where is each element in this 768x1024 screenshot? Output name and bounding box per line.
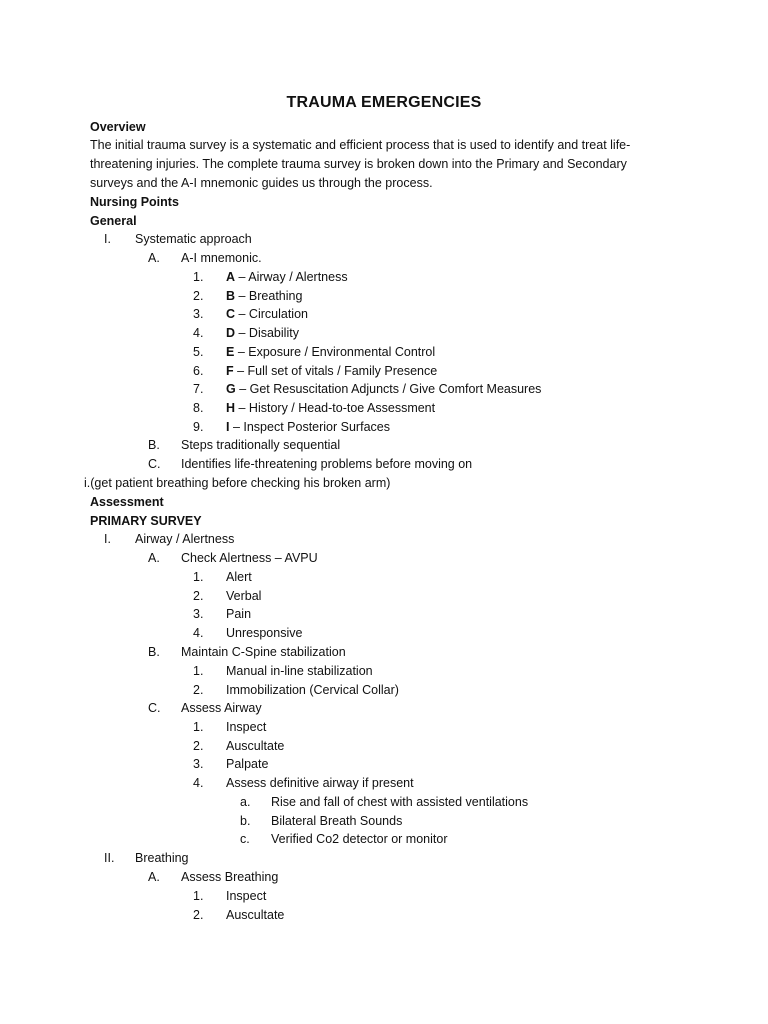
list-number: 6. xyxy=(193,363,204,378)
mnemonic-letter: E xyxy=(226,344,235,359)
list-item: Palpate xyxy=(226,757,269,772)
list-item: Inspect xyxy=(226,889,267,903)
list-number: b. xyxy=(240,813,251,828)
general-heading: General xyxy=(90,214,137,228)
list-item: Bilateral Breath Sounds xyxy=(271,813,403,828)
primary-survey-heading: PRIMARY SURVEY xyxy=(90,514,202,528)
mnemonic-meaning: – Airway / Alertness xyxy=(235,270,348,284)
list-item: Immobilization (Cervical Collar) xyxy=(226,682,399,697)
list-number: 1. xyxy=(193,889,204,903)
list-item: Auscultate xyxy=(226,738,285,753)
mnemonic-meaning: – Exposure / Environmental Control xyxy=(234,344,436,359)
outline-marker: B. xyxy=(148,645,160,659)
list-item: Pain xyxy=(226,607,252,622)
list-item xyxy=(226,418,390,436)
list-number: 2. xyxy=(193,288,204,303)
list-item: Verbal xyxy=(226,588,262,603)
outline-item: Assess Airway xyxy=(181,701,262,715)
list-number: 7. xyxy=(193,382,204,397)
outline-item: Breathing xyxy=(135,851,189,865)
outline-item: Maintain C-Spine stabilization xyxy=(181,645,346,659)
list-item xyxy=(226,324,299,342)
mnemonic-letter: A xyxy=(226,270,236,284)
mnemonic-letter: C xyxy=(226,307,236,322)
mnemonic-letter: F xyxy=(226,363,234,378)
list-item: Unresponsive xyxy=(226,626,303,641)
list-item: Inspect xyxy=(226,720,267,734)
overview-paragraph: The initial trauma survey is a systematic and efficient process that is used to identify and treat life-threatening injuries. The complete trauma survey is broken down into the Primary and Secondary surveys and the A-I mnemonic guides us through the process. xyxy=(90,138,631,190)
list-number: 4. xyxy=(193,326,204,341)
outline-marker: B. xyxy=(148,438,160,452)
mnemonic-letter: H xyxy=(226,400,236,415)
mnemonic-meaning: – History / Head-to-toe Assessment xyxy=(235,400,436,415)
page-title: TRAUMA EMERGENCIES xyxy=(286,94,482,111)
list-item xyxy=(226,362,437,380)
list-item xyxy=(226,343,435,361)
list-number: 1. xyxy=(193,664,204,678)
outline-note: i.(get patient breathing before checking his broken arm) xyxy=(84,476,391,490)
outline-item: Check Alertness – AVPU xyxy=(181,551,318,565)
list-number: 2. xyxy=(193,682,204,697)
list-number: 2. xyxy=(193,907,204,922)
list-item: Auscultate xyxy=(226,907,285,922)
outline-item: Assess Breathing xyxy=(181,870,279,884)
list-item xyxy=(226,287,302,305)
list-item xyxy=(226,380,541,398)
outline-marker: A. xyxy=(148,870,160,884)
overview-heading: Overview xyxy=(90,120,146,134)
mnemonic-meaning: – Inspect Posterior Surfaces xyxy=(229,419,390,434)
list-item xyxy=(226,399,435,417)
list-item: Assess definitive airway if present xyxy=(226,776,414,791)
list-item: Manual in-line stabilization xyxy=(226,664,373,678)
outline-item: Steps traditionally sequential xyxy=(181,438,341,452)
mnemonic-letter: D xyxy=(226,326,236,341)
list-item: Verified Co2 detector or monitor xyxy=(271,832,448,847)
list-item: Rise and fall of chest with assisted ventilations xyxy=(271,795,529,809)
list-number: 2. xyxy=(193,738,204,753)
outline-marker: C. xyxy=(148,701,161,715)
list-item xyxy=(226,268,348,286)
mnemonic-meaning: – Circulation xyxy=(235,307,308,322)
mnemonic-meaning: – Breathing xyxy=(235,288,303,303)
outline-item: Identifies life-threatening problems before moving on xyxy=(181,457,473,471)
list-number: 1. xyxy=(193,720,204,734)
list-number: 5. xyxy=(193,344,204,359)
outline-marker: I. xyxy=(104,232,111,246)
mnemonic-meaning: – Disability xyxy=(235,326,299,341)
mnemonic-letter: B xyxy=(226,288,236,303)
list-number: 4. xyxy=(193,776,204,791)
list-item: Alert xyxy=(226,570,252,584)
list-item xyxy=(226,305,308,323)
outline-item: Airway / Alertness xyxy=(135,532,235,546)
list-number: 3. xyxy=(193,607,204,622)
outline-item: A-I mnemonic. xyxy=(181,251,262,265)
list-number: 4. xyxy=(193,626,204,641)
mnemonic-meaning: – Full set of vitals / Family Presence xyxy=(233,363,438,378)
list-number: 3. xyxy=(193,757,204,772)
nursing-points-heading: Nursing Points xyxy=(90,195,179,209)
list-number: 1. xyxy=(193,570,204,584)
outline-marker: A. xyxy=(148,551,160,565)
outline-marker: C. xyxy=(148,457,161,471)
list-number: c. xyxy=(240,832,250,847)
mnemonic-meaning: – Get Resuscitation Adjuncts / Give Comfort Measures xyxy=(235,382,542,397)
list-number: 8. xyxy=(193,400,204,415)
list-number: 9. xyxy=(193,419,204,434)
outline-marker: I. xyxy=(104,532,111,546)
list-number: 1. xyxy=(193,270,204,284)
list-number: 3. xyxy=(193,307,204,322)
mnemonic-letter: G xyxy=(226,382,236,397)
list-number: 2. xyxy=(193,588,204,603)
outline-item: Systematic approach xyxy=(135,232,252,246)
outline-marker: II. xyxy=(104,851,115,865)
list-number: a. xyxy=(240,795,251,809)
outline-marker: A. xyxy=(148,251,160,265)
assessment-heading: Assessment xyxy=(90,495,164,509)
mnemonic-letter: I xyxy=(226,419,230,434)
